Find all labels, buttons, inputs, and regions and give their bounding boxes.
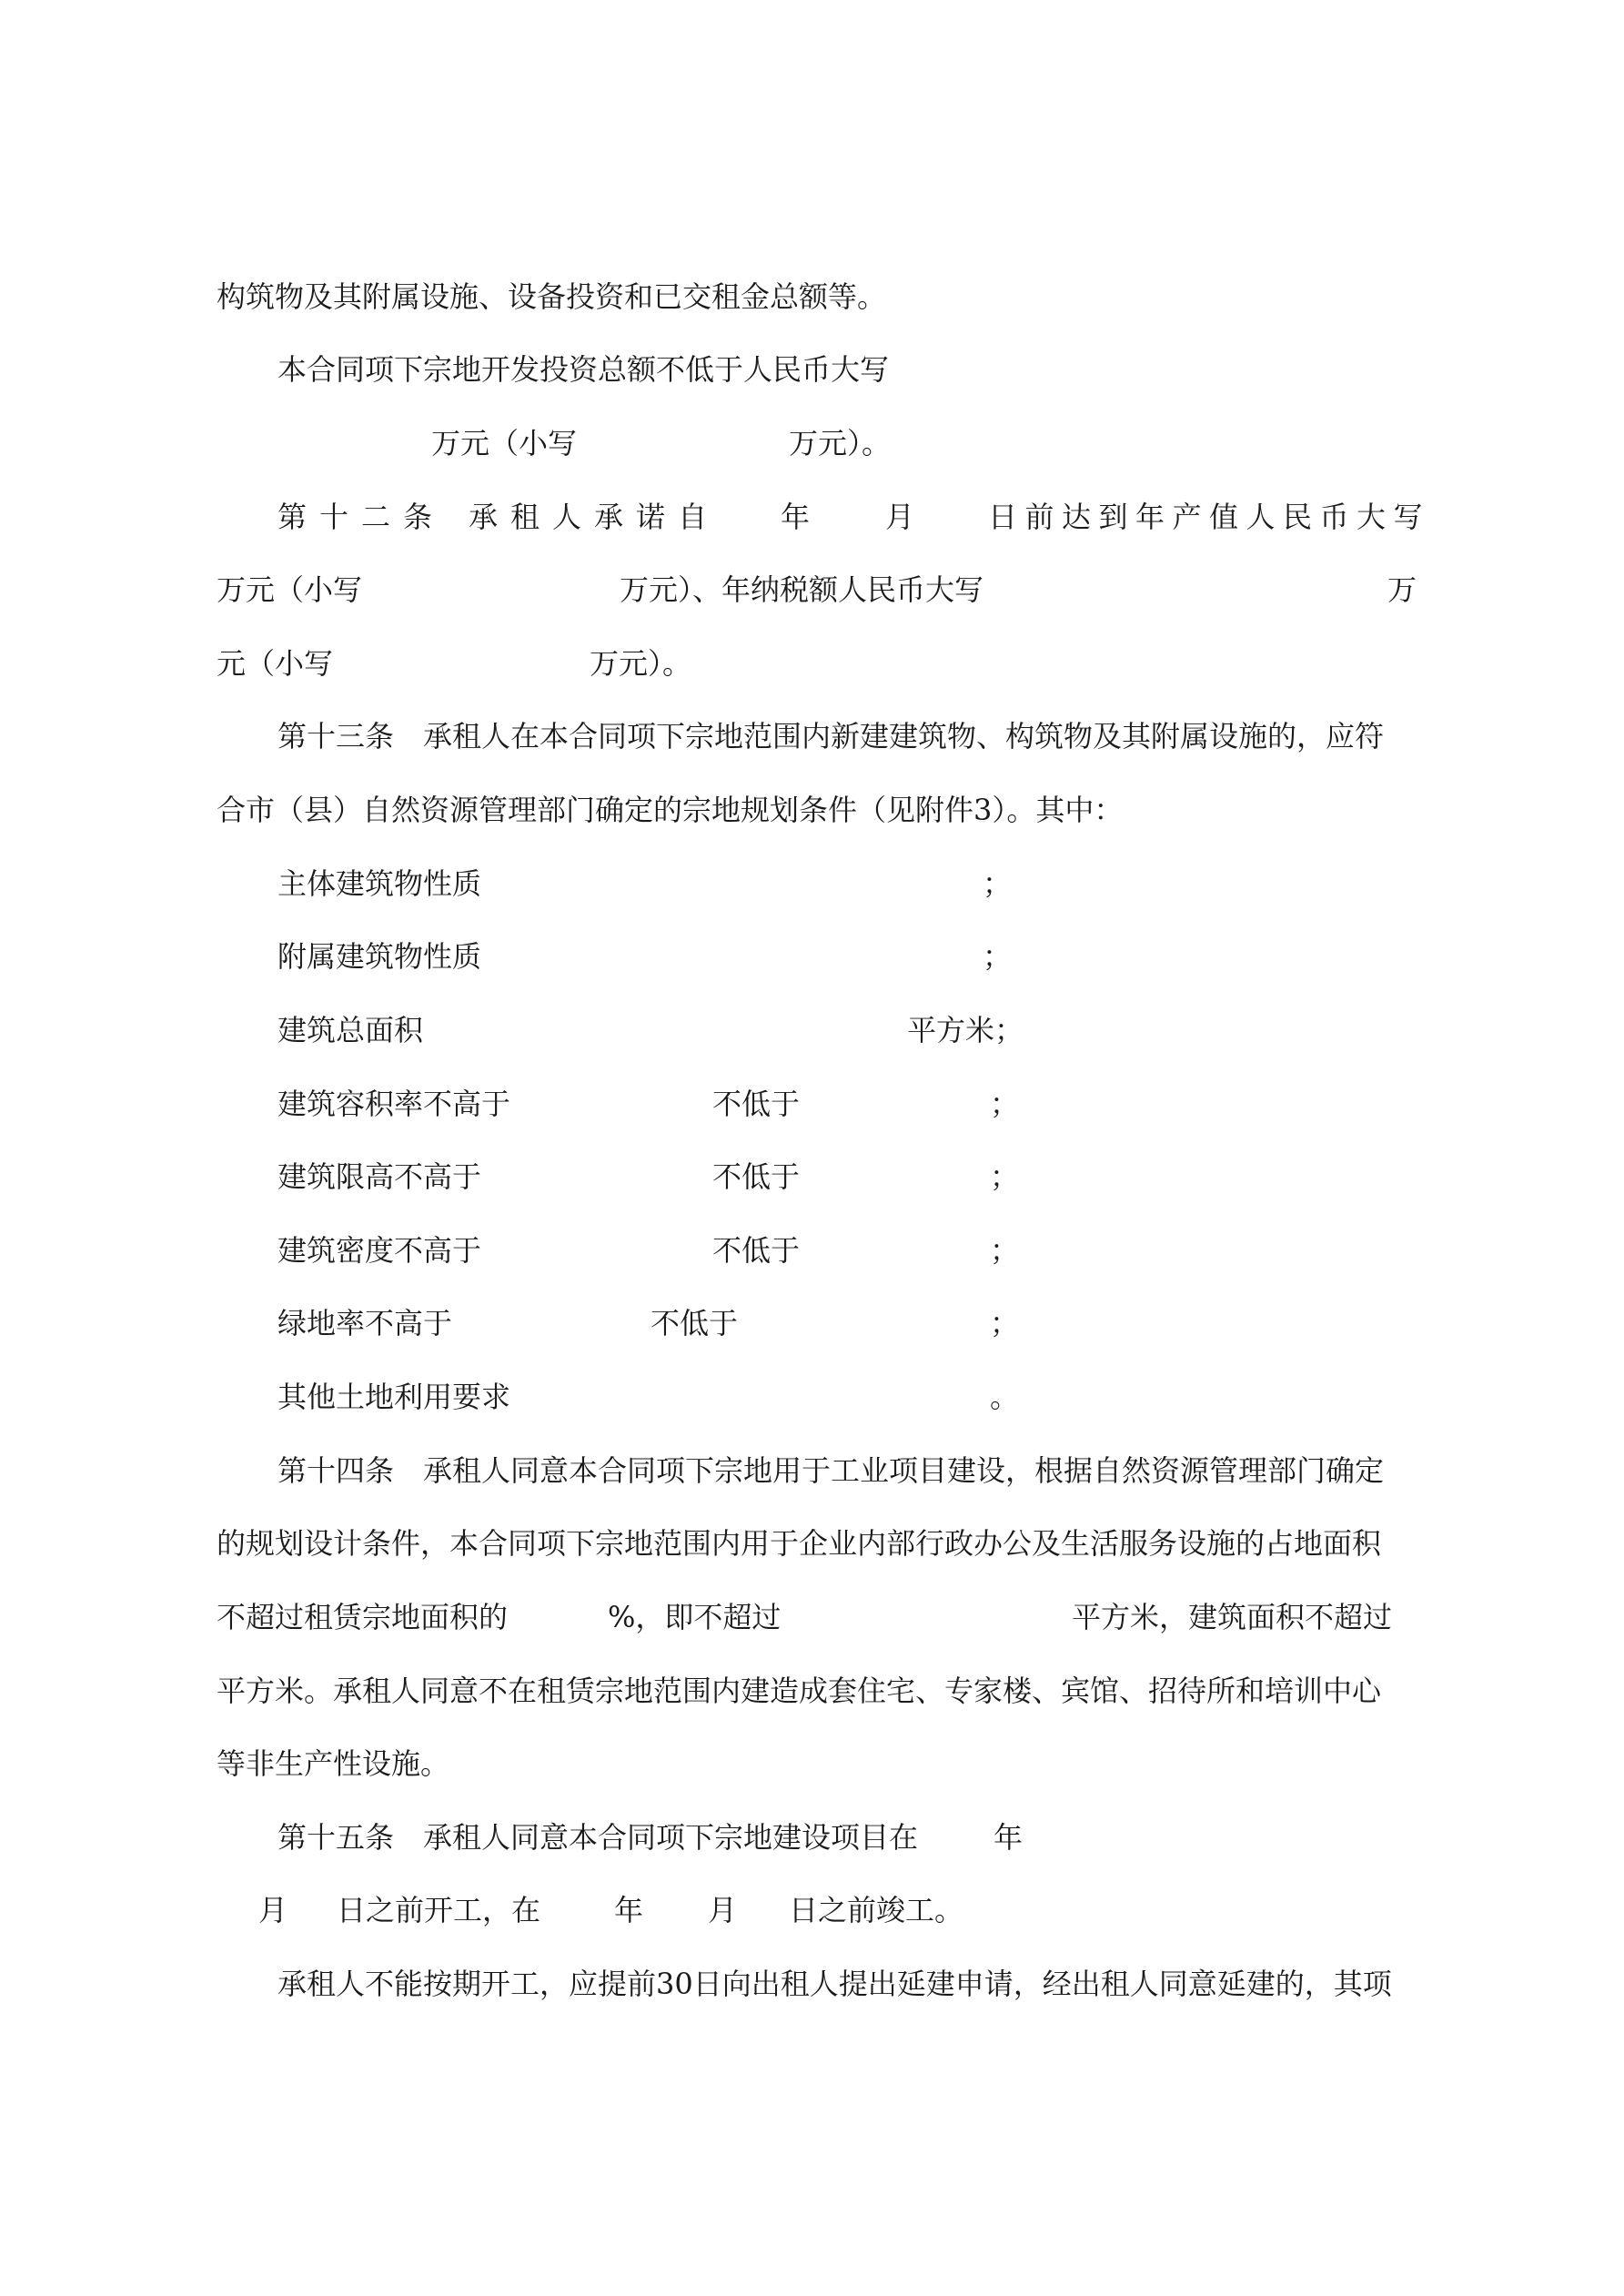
line-text: 月 [258,1893,288,1927]
line-text: ； [990,1306,1020,1340]
text-line [0,344,1624,395]
text-line [0,1665,1624,1716]
line-text: 元（小写 [217,646,334,681]
text-line [0,1592,1624,1643]
line-text: 日之前竣工。 [789,1893,964,1927]
text-line [0,931,1624,982]
text-line [0,858,1624,909]
text-line [0,418,1624,469]
text-line [0,638,1624,689]
text-line [0,1445,1624,1496]
line-text: ； [990,1087,1020,1121]
line-text: 合市（县）自然资源管理部门确定的宗地规划条件（见附件3）。其中： [217,793,1124,827]
line-text: 建筑密度不高于 [277,1233,482,1268]
text-line [0,1812,1624,1863]
text-line [0,1078,1624,1129]
line-text: 平方米，建筑面积不超过 [1072,1600,1393,1634]
line-text: ； [983,939,1013,974]
line-text: 年 [781,500,811,534]
text-line [0,1958,1624,2009]
text-line [0,564,1624,615]
line-text: 第十三条 承租人在本合同项下宗地范围内新建建筑物、构筑物及其附属设施的，应符 [277,719,1385,754]
text-line [0,1371,1624,1422]
line-text: 日前达到年产值人民币大写 [988,500,1431,534]
line-text: 不低于 [651,1306,739,1340]
line-text: 附属建筑物性质 [277,939,482,974]
line-text: 万元）。 [590,646,692,681]
line-text: 等非生产性设施。 [217,1746,450,1781]
text-line [0,1298,1624,1349]
text-line [0,1005,1624,1056]
line-text: 构筑物及其附属设施、设备投资和已交租金总额等。 [217,279,887,314]
text-line [0,1518,1624,1569]
line-text: 其他土地利用要求 [277,1380,511,1414]
text-line [0,711,1624,762]
text-line [0,1738,1624,1789]
text-line [0,491,1624,542]
line-text: 平方米； [907,1013,1024,1047]
text-line [0,1885,1624,1936]
line-text: 不超过租赁宗地面积的 [217,1600,509,1634]
line-text: 万元）、年纳税额人民币大写 [620,572,984,607]
text-line [0,784,1624,835]
text-line [0,1225,1624,1276]
line-text: 万 [1387,572,1417,607]
line-text: 承租人不能按期开工，应提前30日向出租人提出延建申请，经出租人同意延建的，其项 [277,1967,1392,2001]
line-text: 不低于 [712,1087,801,1121]
line-text: 绿地率不高于 [277,1306,453,1340]
line-text: 主体建筑物性质 [277,866,482,901]
line-text: 年 [614,1893,644,1927]
text-line [0,1151,1624,1202]
line-text: 的规划设计条件，本合同项下宗地范围内用于企业内部行政办公及生活服务设施的占地面积 [217,1526,1382,1561]
line-text: 建筑容积率不高于 [277,1087,511,1121]
line-text: 日之前开工，在 [337,1893,541,1927]
line-text: 万元（小写 [431,426,578,460]
line-text: ； [990,1159,1020,1194]
line-text: 平方米。承租人同意不在租赁宗地范围内建造成套住宅、专家楼、宾馆、招待所和培训中心 [217,1674,1382,1708]
line-text: 年 [994,1820,1024,1855]
line-text: 建筑总面积 [277,1013,424,1047]
line-text: ； [983,866,1013,901]
line-text: 万元（小写 [217,572,363,607]
line-text: 建筑限高不高于 [277,1159,482,1194]
line-text: 万元）。 [789,426,892,460]
line-text: %，即不超过 [608,1600,782,1634]
line-text: ； [990,1233,1020,1268]
text-line [0,271,1624,322]
line-text: 承租人承诺自 [469,500,721,534]
line-text: 月 [885,500,915,534]
line-text: 。 [990,1380,1020,1414]
line-text: 不低于 [712,1233,801,1268]
line-text: 第十二条 [277,500,446,534]
line-text: 第十四条 承租人同意本合同项下宗地用于工业项目建设，根据自然资源管理部门确定 [277,1453,1385,1488]
line-text: 月 [708,1893,738,1927]
line-text: 不低于 [712,1159,801,1194]
line-text: 本合同项下宗地开发投资总额不低于人民币大写 [277,352,890,387]
line-text: 第十五条 承租人同意本合同项下宗地建设项目在 [277,1820,919,1855]
